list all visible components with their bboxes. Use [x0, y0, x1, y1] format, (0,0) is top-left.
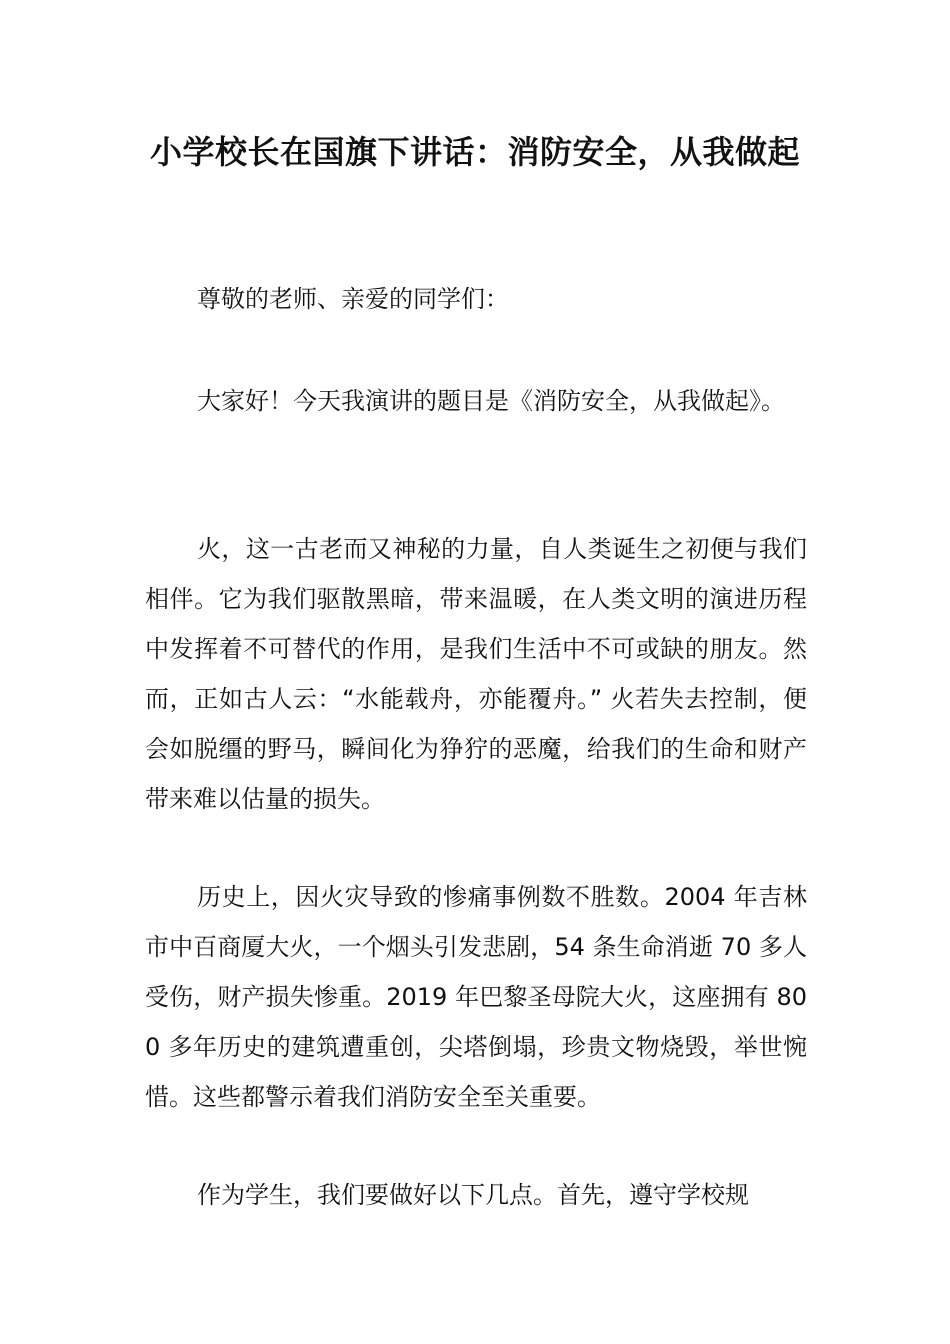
history-paragraph: 历史上，因火灾导致的惨痛事例数不胜数。2004 年吉林市中百商厦大火，一个烟头引发悲剧，54 条生命消逝 70 多人受伤，财产损失惨重。2019 年巴黎圣母院大火，这座拥有 800 多年历史的建筑遭重创，尖塔倒塌，珍贵文物烧毁，举世惋惜。这些都警示着我们消防安全至关重要。 [145, 883, 807, 1111]
intro-paragraph: 大家好！今天我演讲的题目是《消防安全，从我做起》。 [197, 387, 785, 415]
fire-description-paragraph: 火，这一古老而又神秘的力量，自人类诞生之初便与我们相伴。它为我们驱散黑暗，带来温暖，在人类文明的演进历程中发挥着不可替代的作用，是我们生活中不可或缺的朋友。然而，正如古人云：“水能载舟，亦能覆舟。” 火若失去控制，便会如脱缰的野马，瞬间化为狰狞的恶魔，给我们的生命和财产带来难以估量的损失。 [145, 535, 807, 813]
student-duties-paragraph: 作为学生，我们要做好以下几点。首先，遵守学校规 [197, 1181, 749, 1209]
document-title: 小学校长在国旗下讲话：消防安全，从我做起 [149, 133, 800, 171]
greeting-paragraph: 尊敬的老师、亲爱的同学们： [197, 285, 509, 313]
